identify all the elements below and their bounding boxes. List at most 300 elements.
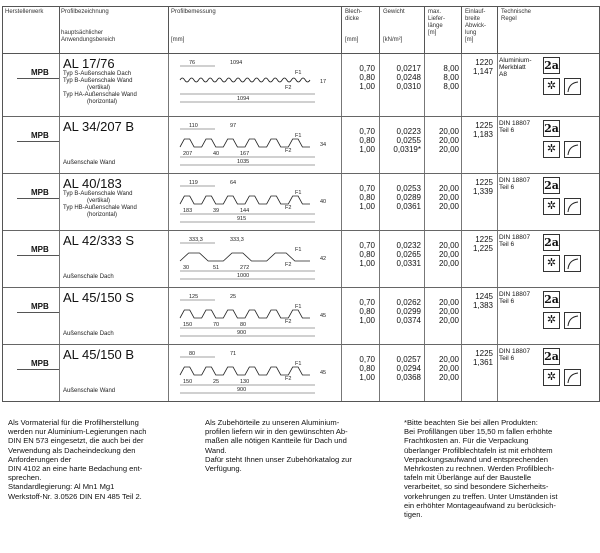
dim-label-e: 167 — [240, 151, 250, 157]
width-value: 1,183 — [472, 130, 493, 139]
arc-shape-icon — [565, 256, 580, 271]
width-values — [463, 121, 493, 139]
weight-value: 0,0248 — [396, 73, 421, 82]
dim-label-height: 34 — [320, 142, 327, 148]
arc-icon — [564, 198, 581, 215]
column-divider — [461, 288, 462, 344]
badge-2a-icon: 2a — [544, 122, 559, 135]
footer-col-zubehoer — [205, 418, 352, 473]
header-profil-sub1: hauptsächlicher — [61, 30, 104, 36]
length-value: 20,00 — [438, 145, 459, 154]
profile-usage-line: Außenschale Wand — [63, 388, 116, 394]
dim-label-e: 130 — [240, 379, 250, 385]
thickness-value: 0,80 — [359, 307, 375, 316]
profile-diagram — [175, 119, 335, 171]
column-divider — [168, 54, 169, 116]
length-value: 20,00 — [438, 316, 459, 325]
header-breite3: Abwick- — [465, 23, 487, 29]
norm-line: Aluminium- — [499, 57, 532, 64]
maker-label: MPB — [31, 188, 49, 197]
header-hersteller-label2: werk — [30, 9, 44, 15]
thickness-value: 1,00 — [359, 202, 375, 211]
maker-label: MPB — [31, 359, 49, 368]
width-values — [463, 292, 493, 310]
maker-label: MPB — [31, 245, 49, 254]
column-divider — [379, 117, 380, 173]
profile-name: AL 17/76 — [63, 56, 115, 71]
weight-value: 0,0310 — [396, 82, 421, 91]
weight-value: 0,0331 — [396, 259, 421, 268]
column-divider — [168, 174, 169, 230]
width-value: 1225 — [475, 121, 493, 130]
length-value: 20,00 — [438, 202, 459, 211]
dim-label-f1: F1 — [295, 190, 302, 196]
column-divider — [59, 174, 60, 230]
footer-line: Verwendung als Dacheindeckung den — [8, 445, 136, 455]
footer-line: vorkehrungen zu treffen. Unter Umständen ist — [404, 491, 558, 501]
dim-label-b: 333,3 — [230, 237, 244, 243]
sun-icon: ✲ — [543, 255, 560, 272]
profile-shape — [180, 196, 310, 204]
length-value: 20,00 — [438, 241, 459, 250]
footer-line: Verfügung. — [205, 464, 242, 474]
profile-usage-line: (vertikal) — [87, 198, 111, 204]
arc-icon — [564, 141, 581, 158]
norm-reference — [499, 234, 530, 248]
dim-label-a: 110 — [189, 123, 198, 129]
weight-value: 0,0232 — [396, 241, 421, 250]
maker-label: MPB — [31, 68, 49, 77]
column-divider — [168, 345, 169, 401]
width-value: 1225 — [475, 235, 493, 244]
length-value: 20,00 — [438, 184, 459, 193]
thickness-value: 1,00 — [359, 145, 375, 154]
footer-line: sprechen. — [8, 473, 42, 483]
weight-value: 0,0257 — [396, 355, 421, 364]
dim-label-d: 70 — [213, 322, 220, 328]
table-row — [3, 117, 599, 174]
thickness-values — [345, 184, 375, 211]
header-regel2: Regel — [501, 16, 517, 22]
dim-label-height: 17 — [320, 79, 327, 85]
width-value: 1245 — [475, 292, 493, 301]
header-breite4: lung — [465, 30, 477, 36]
dim-label-d: 39 — [213, 208, 220, 214]
header-blech2: dicke — [345, 16, 360, 22]
arc-shape-icon — [565, 79, 580, 94]
sun-icon: ✲ — [543, 312, 560, 329]
profile-name: AL 45/150 S — [63, 290, 135, 305]
column-divider — [461, 174, 462, 230]
width-value: 1,361 — [472, 358, 493, 367]
column-divider — [424, 174, 425, 230]
dim-label-c: 150 — [183, 322, 193, 328]
footer-line: maßen alle nötigen Kantteile für Dach und — [205, 436, 347, 446]
dim-label-height: 40 — [320, 199, 327, 205]
footer-line: Frachtkosten an. Für die Verpackung — [404, 436, 529, 446]
column-divider — [424, 117, 425, 173]
footer-line: Standardlegierung: Al Mn1 Mg1 — [8, 482, 115, 492]
profile-usage-line: Außenschale Dach — [63, 274, 114, 280]
dim-label-c: 30 — [183, 265, 190, 271]
profile-name: AL 34/207 B — [63, 119, 135, 134]
profile-usage-line: (horizontal) — [87, 212, 118, 218]
profile-usage-line: Außenschale Wand — [63, 160, 116, 166]
badge-2a-icon: 2a — [544, 59, 559, 72]
column-divider — [424, 231, 425, 287]
dim-label-total: 1000 — [237, 273, 250, 279]
table-row — [3, 174, 599, 231]
profile-name: AL 40/183 — [63, 176, 122, 191]
dim-label-total: 915 — [237, 216, 247, 222]
column-divider — [424, 288, 425, 344]
profile-usage-line: Außenschale Dach — [63, 331, 114, 337]
profile-name: AL 45/150 B — [63, 347, 135, 362]
width-value: 1,383 — [472, 301, 493, 310]
footer-line: DIN EN 573 eingesetzt, die auch bei der — [8, 436, 144, 446]
maker-divider — [17, 78, 59, 79]
footer-line: Wand. — [205, 445, 227, 455]
maker-label: MPB — [31, 131, 49, 140]
sun-icon: ✲ — [543, 78, 560, 95]
footer-line: tigen. — [404, 510, 423, 520]
length-values — [427, 184, 459, 211]
dim-label-b: 71 — [230, 351, 237, 357]
column-divider — [497, 54, 498, 116]
dim-label-total: 1094 — [237, 96, 250, 102]
thickness-value: 0,70 — [359, 64, 375, 73]
dim-label-b: 1094 — [230, 60, 243, 66]
footer-line: verarbeitet, so sind besondere Sicherheits- — [404, 482, 549, 492]
dim-label-b: 64 — [230, 180, 237, 186]
column-divider — [341, 288, 342, 344]
footer-line: Verpackungsaufwand und entsprechenden — [404, 454, 548, 464]
thickness-value: 0,80 — [359, 73, 375, 82]
profile-diagram — [175, 176, 335, 228]
column-divider — [59, 117, 60, 173]
header-profil-label: Profilbezeichnung — [61, 9, 109, 15]
dim-label-b: 25 — [230, 294, 237, 300]
column-divider — [461, 231, 462, 287]
thickness-value: 0,70 — [359, 127, 375, 136]
header-hersteller — [5, 9, 43, 16]
column-divider — [341, 117, 342, 173]
header-gewicht-unit: [kN/m²] — [383, 37, 403, 43]
weight-value: 0,0319* — [393, 145, 421, 154]
dim-label-total: 1035 — [237, 159, 250, 165]
column-divider — [379, 54, 380, 116]
column-divider — [424, 54, 425, 116]
norm-line: Teil 6 — [499, 184, 515, 191]
thickness-value: 0,80 — [359, 250, 375, 259]
column-divider — [59, 54, 60, 116]
footer-line: profilen liefern wir in den gewünschten Ab- — [205, 427, 348, 437]
table-row — [3, 288, 599, 345]
header-breite2: breite — [465, 16, 481, 22]
arc-icon — [564, 312, 581, 329]
thickness-value: 0,70 — [359, 184, 375, 193]
profile-usage-line: Typ HA-Außenschale Wand — [63, 92, 137, 98]
thickness-value: 0,70 — [359, 241, 375, 250]
dim-label-f1: F1 — [295, 247, 302, 253]
width-value: 1225 — [475, 349, 493, 358]
footer-line: Mehrkosten zu rechnen. Werden Profilblech- — [404, 464, 555, 474]
profile-usage-line: (vertikal) — [87, 85, 111, 91]
footer-line: tafeln mit Überlänge auf der Baustelle — [404, 473, 532, 483]
table-row — [3, 345, 599, 401]
header-blech-unit: [mm] — [345, 37, 359, 43]
header-breite-unit: [m] — [465, 37, 474, 43]
length-values — [427, 298, 459, 325]
profile-usage-line: Typ B-Außenschale Wand — [63, 191, 133, 197]
profile-usage-line: (horizontal) — [87, 99, 118, 105]
weight-values — [383, 184, 421, 211]
arc-shape-icon — [565, 313, 580, 328]
dim-label-a: 333,3 — [189, 237, 203, 243]
header-regel1: Technische — [501, 9, 532, 15]
length-value: 20,00 — [438, 355, 459, 364]
dim-label-total: 900 — [237, 330, 247, 336]
thickness-value: 1,00 — [359, 82, 375, 91]
dim-label-f2: F2 — [285, 148, 292, 154]
weight-value: 0,0223 — [396, 127, 421, 136]
column-divider — [168, 117, 169, 173]
dim-label-c: 207 — [183, 151, 193, 157]
thickness-value: 0,70 — [359, 355, 375, 364]
width-values — [463, 58, 493, 76]
profile-diagram — [175, 290, 335, 342]
dim-label-e: 80 — [240, 322, 247, 328]
maker-divider — [17, 312, 59, 313]
arc-shape-icon — [565, 370, 580, 385]
footer-line: DIN 4102 an eine harte Bedachung ent- — [8, 464, 143, 474]
norm-line: DIN 18807 — [499, 234, 531, 241]
length-values — [427, 241, 459, 268]
thickness-values — [345, 127, 375, 154]
length-value: 20,00 — [438, 136, 459, 145]
header-blech1: Blech- — [345, 9, 363, 15]
dim-label-c: 150 — [183, 379, 193, 385]
header-bemessung-label: Profilbemessung — [171, 9, 216, 15]
dim-label-f1: F1 — [295, 361, 302, 367]
table-row — [3, 54, 599, 117]
maker-divider — [17, 198, 59, 199]
weight-value: 0,0289 — [396, 193, 421, 202]
header-breite — [465, 9, 486, 44]
dim-label-height: 45 — [320, 370, 327, 376]
profile-usage-line: Typ B-Außenschale Wand — [63, 78, 133, 84]
length-values — [427, 127, 459, 154]
header-blech — [345, 9, 362, 44]
profile-table — [2, 6, 600, 402]
maker-divider — [17, 141, 59, 142]
header-gewicht-label: Gewicht — [383, 9, 405, 15]
table-body — [3, 54, 599, 401]
width-value: 1225 — [475, 178, 493, 187]
footer-line: Als Vormaterial für die Profilherstellung — [8, 418, 139, 427]
profile-diagram — [175, 233, 335, 285]
norm-line: Teil 6 — [499, 127, 515, 134]
column-divider — [379, 174, 380, 230]
dim-label-f2: F2 — [285, 85, 292, 91]
norm-reference — [499, 177, 530, 191]
length-values — [427, 64, 459, 91]
norm-reference — [499, 348, 530, 362]
length-value: 20,00 — [438, 373, 459, 382]
width-values — [463, 178, 493, 196]
badge-2a-icon: 2a — [544, 179, 559, 192]
footer-col-material — [8, 418, 146, 501]
badge-2a-icon: 2a — [544, 236, 559, 249]
weight-value: 0,0294 — [396, 364, 421, 373]
footer-line: *Bitte beachten Sie bei allen Produkten: — [404, 418, 538, 427]
weight-values — [383, 298, 421, 325]
weight-value: 0,0262 — [396, 298, 421, 307]
column-divider — [379, 345, 380, 401]
column-divider — [497, 288, 498, 344]
column-divider — [168, 231, 169, 287]
column-divider — [497, 345, 498, 401]
norm-line: Teil 6 — [499, 355, 515, 362]
thickness-values — [345, 355, 375, 382]
norm-line: DIN 18807 — [499, 348, 531, 355]
weight-values — [383, 355, 421, 382]
length-value: 20,00 — [438, 127, 459, 136]
thickness-value: 0,80 — [359, 193, 375, 202]
norm-reference — [499, 120, 530, 134]
weight-value: 0,0217 — [396, 64, 421, 73]
footer-line: Als Zubehörteile zu unseren Aluminium- — [205, 418, 340, 427]
width-value: 1,147 — [472, 67, 493, 76]
weight-values — [383, 241, 421, 268]
header-gewicht — [383, 9, 405, 44]
weight-value: 0,0255 — [396, 136, 421, 145]
column-divider — [497, 117, 498, 173]
arc-icon — [564, 78, 581, 95]
sun-icon: ✲ — [543, 198, 560, 215]
width-values — [463, 235, 493, 253]
column-divider — [497, 231, 498, 287]
profile-usage-line: Typ HB-Außenschale Wand — [63, 205, 137, 211]
footer-line: überlanger Profilblechtafeln ist mit erhöhtem — [404, 445, 553, 455]
weight-value: 0,0374 — [396, 316, 421, 325]
header-regel — [501, 9, 531, 23]
footer-line: ein erhöhter Montageaufwand zu berücksich- — [404, 500, 556, 510]
footer-line: Werkstoff-Nr. 3.0526 DIN EN 485 Teil 2. — [8, 491, 142, 501]
footer-line: Dafür steht Ihnen unser Zubehörkatalog zur — [205, 454, 352, 464]
header-bemessung — [171, 9, 216, 44]
profile-usage-line: Typ S-Außenschale Dach — [63, 71, 132, 77]
weight-values — [383, 64, 421, 91]
width-value: 1,225 — [472, 244, 493, 253]
footer-line: Bei Profillängen über 15,50 m fallen erhöhte — [404, 427, 553, 437]
arc-icon — [564, 255, 581, 272]
length-value: 20,00 — [438, 298, 459, 307]
length-value: 8,00 — [443, 64, 459, 73]
arc-shape-icon — [565, 199, 580, 214]
dim-label-e: 272 — [240, 265, 250, 271]
column-divider — [168, 288, 169, 344]
column-divider — [341, 174, 342, 230]
header-profil — [61, 9, 115, 44]
arc-shape-icon — [565, 142, 580, 157]
profile-diagram — [175, 347, 335, 399]
dim-label-f1: F1 — [295, 70, 302, 76]
table-row — [3, 231, 599, 288]
weight-value: 0,0368 — [396, 373, 421, 382]
width-value: 1220 — [475, 58, 493, 67]
badge-2a-icon: 2a — [544, 293, 559, 306]
dim-label-d: 51 — [213, 265, 220, 271]
dim-label-d: 40 — [213, 151, 220, 157]
dim-label-e: 144 — [240, 208, 250, 214]
length-value: 20,00 — [438, 307, 459, 316]
column-divider — [461, 54, 462, 116]
length-value: 20,00 — [438, 250, 459, 259]
maker-divider — [17, 369, 59, 370]
thickness-values — [345, 64, 375, 91]
length-value: 20,00 — [438, 193, 459, 202]
dim-label-height: 42 — [320, 256, 327, 262]
dim-label-a: 80 — [189, 351, 196, 357]
header-breite1: Einlauf- — [465, 9, 486, 15]
length-values — [427, 355, 459, 382]
header-laenge — [428, 9, 445, 37]
norm-line: DIN 18807 — [499, 291, 531, 298]
thickness-value: 0,70 — [359, 298, 375, 307]
column-divider — [461, 117, 462, 173]
dim-label-b: 97 — [230, 123, 237, 129]
column-divider — [59, 288, 60, 344]
profile-shape — [180, 310, 310, 318]
column-divider — [341, 54, 342, 116]
badge-2a-icon: 2a — [544, 350, 559, 363]
header-bemessung-unit: [mm] — [171, 37, 185, 43]
norm-line: Teil 6 — [499, 241, 515, 248]
norm-line: DIN 18807 — [499, 120, 531, 127]
header-laenge3: länge — [428, 23, 443, 29]
norm-line: DIN 18807 — [499, 177, 531, 184]
dim-label-a: 125 — [189, 294, 199, 300]
dim-label-f1: F1 — [295, 304, 302, 310]
length-value: 20,00 — [438, 259, 459, 268]
dim-label-f2: F2 — [285, 376, 292, 382]
thickness-value: 1,00 — [359, 259, 375, 268]
header-profil-sub2: Anwendungsbereich — [61, 37, 116, 43]
norm-reference — [499, 57, 532, 78]
dim-label-total: 900 — [237, 387, 247, 393]
column-divider — [59, 231, 60, 287]
thickness-value: 0,80 — [359, 364, 375, 373]
thickness-value: 1,00 — [359, 316, 375, 325]
table-header — [3, 7, 599, 54]
dim-label-d: 25 — [213, 379, 220, 385]
maker-label: MPB — [31, 302, 49, 311]
column-divider — [497, 174, 498, 230]
weight-value: 0,0253 — [396, 184, 421, 193]
dim-label-f2: F2 — [285, 262, 292, 268]
header-laenge1: max. — [428, 9, 442, 15]
weight-value: 0,0361 — [396, 202, 421, 211]
dim-label-f2: F2 — [285, 205, 292, 211]
footer-col-hinweis — [404, 418, 558, 519]
footer-line: Anforderungen der — [8, 454, 72, 464]
arc-icon — [564, 369, 581, 386]
profile-name: AL 42/333 S — [63, 233, 135, 248]
footer-line: werden nur Aluminium-Legierungen nach — [8, 427, 147, 437]
weight-value: 0,0265 — [396, 250, 421, 259]
length-value: 20,00 — [438, 364, 459, 373]
